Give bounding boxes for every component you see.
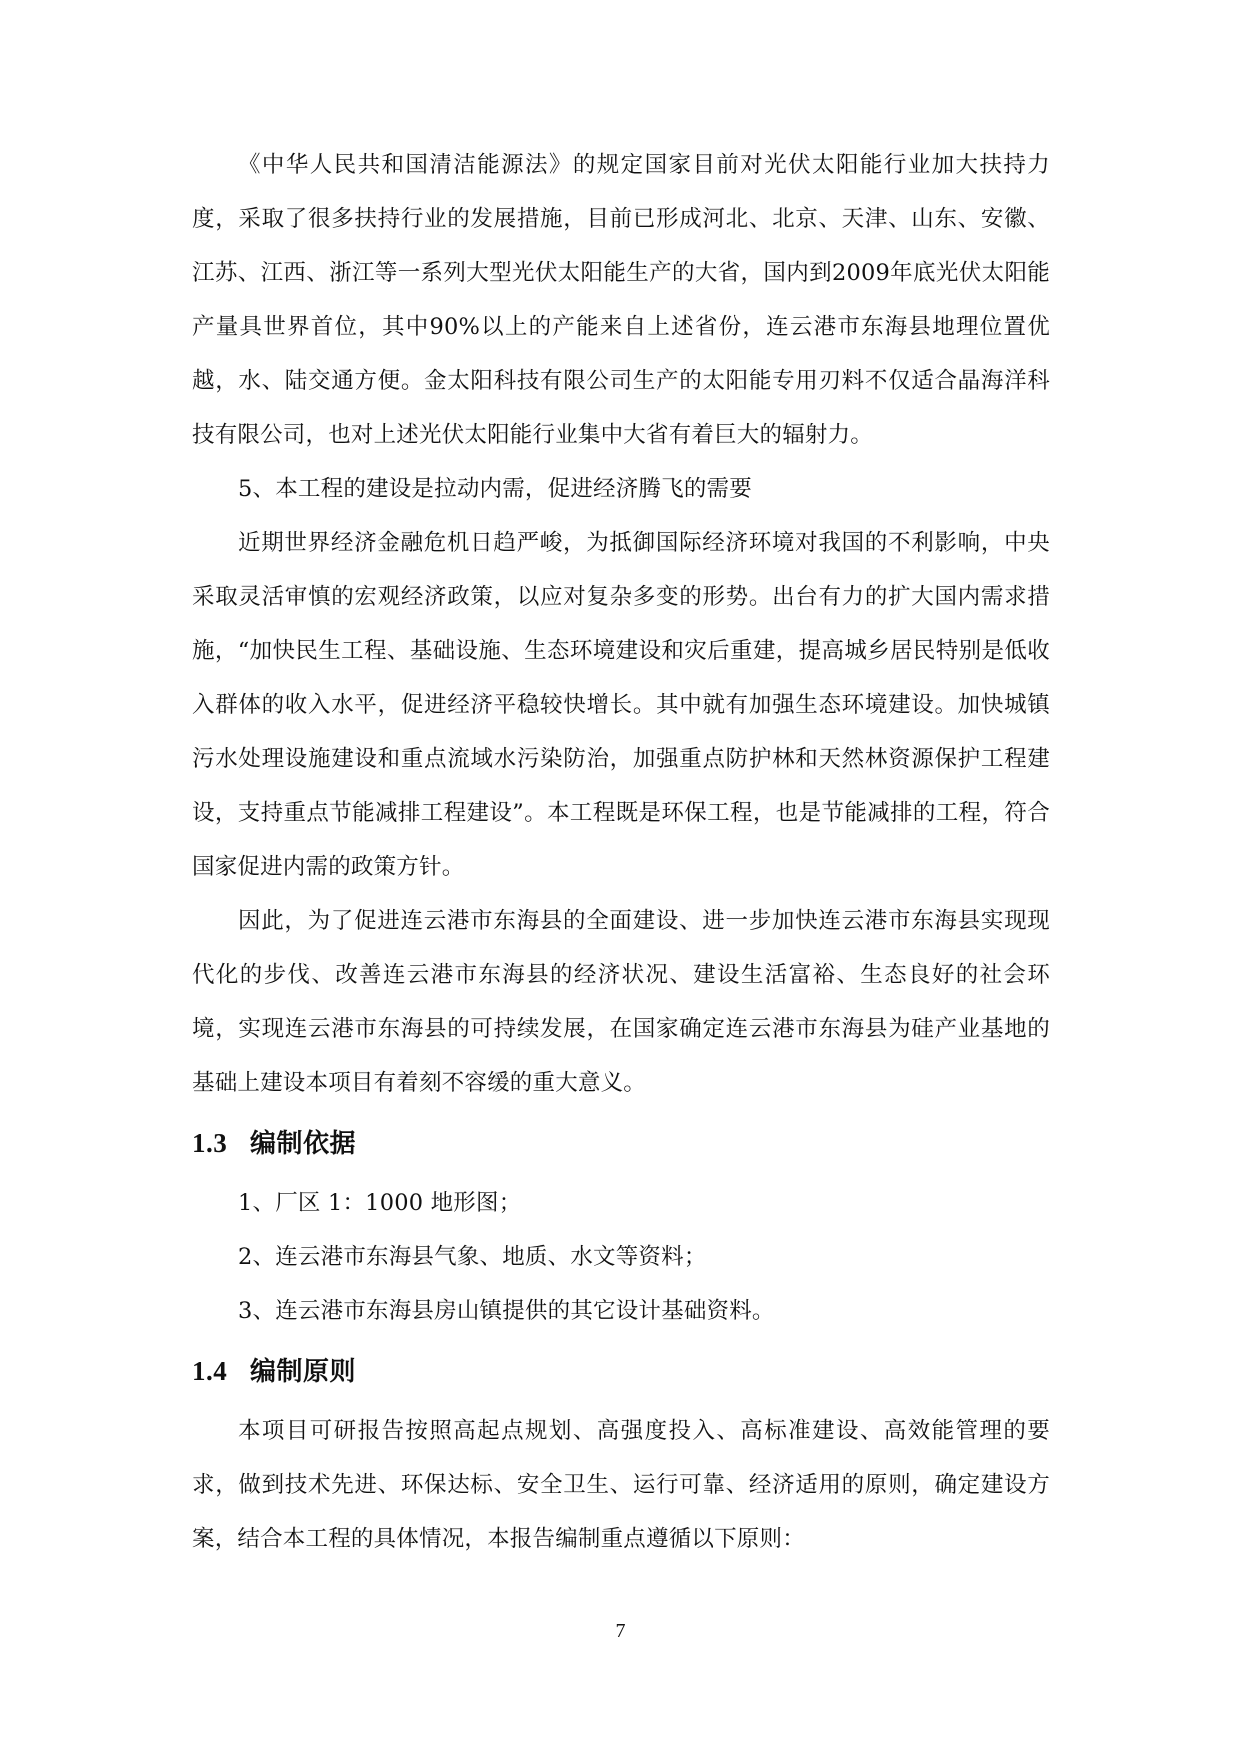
section-number: 1.4 [192, 1356, 228, 1386]
section-title: 编制依据 [250, 1129, 357, 1159]
section-heading-1-4 [192, 1338, 1050, 1404]
section-title: 编制原则 [250, 1357, 357, 1387]
paragraph-item-5-heading: 5、本工程的建设是拉动内需，促进经济腾飞的需要 [238, 476, 752, 502]
list-item: 3、连云港市东海县房山镇提供的其它设计基础资料。 [238, 1298, 775, 1324]
section-number: 1.3 [192, 1128, 228, 1158]
paragraph-clean-energy-law: 《中华人民共和国清洁能源法》的规定国家目前对光伏太阳能行业加大扶持力度，采取了很多扶持行业的发展措施，目前已形成河北、北京、天津、山东、安徽、江苏、江西、浙江等一系列大型光伏太阳能生产的大省，国内到2009年底光伏太阳能产量具世界首位，其中90%以上的产能来自上述省份，连云港市东海县地理位置优越，水、陆交通方便。金太阳科技有限公司生产的太阳能专用刃料不仅适合晶海洋科技有限公司，也对上述光伏太阳能行业集中大省有着巨大的辐射力。 [192, 152, 1050, 448]
paragraph-economic-crisis: 近期世界经济金融危机日趋严峻，为抵御国际经济环境对我国的不利影响，中央采取灵活审慎的宏观经济政策，以应对复杂多变的形势。出台有力的扩大国内需求措施，“加快民生工程、基础设施、生态环境建设和灾后重建，提高城乡居民特别是低收入群体的收入水平，促进经济平稳较快增长。其中就有加强生态环境建设。加快城镇污水处理设施建设和重点流域水污染防治，加强重点防护林和天然林资源保护工程建设，支持重点节能减排工程建设”。本工程既是环保工程，也是节能减排的工程，符合国家促进内需的政策方针。 [192, 530, 1050, 880]
list-item: 2、连云港市东海县气象、地质、水文等资料； [238, 1244, 707, 1270]
page-content [192, 138, 1050, 1566]
paragraph-principles: 本项目可研报告按照高起点规划、高强度投入、高标准建设、高效能管理的要求，做到技术先进、环保达标、安全卫生、运行可靠、经济适用的原则，确定建设方案，结合本工程的具体情况，本报告编制重点遵循以下原则： [192, 1418, 1050, 1552]
section-heading-1-3 [192, 1110, 1050, 1176]
page-number: 7 [615, 1620, 626, 1642]
paragraph-conclusion: 因此，为了促进连云港市东海县的全面建设、进一步加快连云港市东海县实现现代化的步伐、改善连云港市东海县的经济状况、建设生活富裕、生态良好的社会环境，实现连云港市东海县的可持续发展，在国家确定连云港市东海县为硅产业基地的基础上建设本项目有着刻不容缓的重大意义。 [192, 908, 1050, 1096]
list-item: 1、厂区 1：1000 地形图； [238, 1190, 522, 1216]
